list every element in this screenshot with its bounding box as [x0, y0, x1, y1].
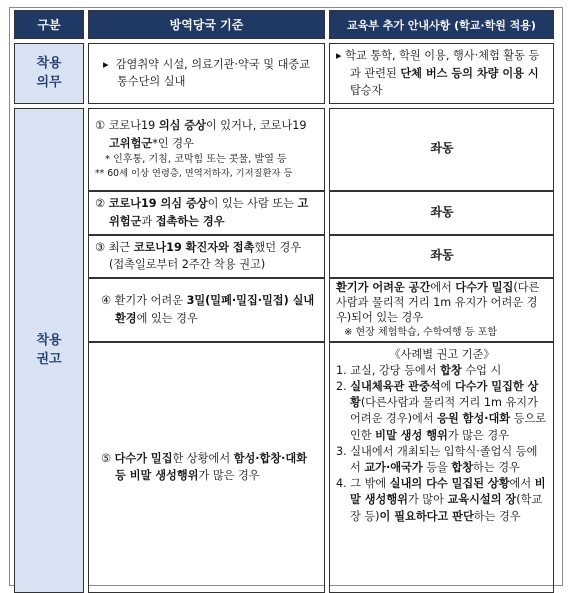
row1-education: 좌동 — [329, 108, 554, 191]
table-row — [14, 43, 554, 104]
row4-criteria: ④ 환기가 어려운 3밀(밀폐·밀집·밀접) 실내 환경에 있는 경우 — [88, 278, 325, 342]
list-item: 1. 교실, 강당 등에서 합창 수업 시 — [336, 363, 502, 377]
row2-education: 좌동 — [329, 191, 554, 235]
list-item: 4. 그 밖에 실내의 다수 밀집된 상황에서 비말 생성행위가 많아 교육시설의 장(학교장 등)이 필요하다고 판단하는 경우 — [336, 477, 546, 523]
row3-criteria: ③ 최근 코로나19 확진자와 접촉했던 경우 (접촉일로부터 2주간 착용 권고) — [88, 235, 325, 278]
row2-criteria: ② 코로나19 의심 증상이 있는 사람 또는 고위험군과 접촉하는 경우 — [88, 191, 325, 235]
list-item: 3. 실내에서 개최되는 입학식·졸업식 등에서 교가·애국가 등을 합창하는 경우 — [336, 444, 538, 474]
mandatory-criteria: ▸ 감염취약 시설, 의료기관·약국 및 대중교통수단의 실내 — [88, 43, 325, 104]
header-row — [14, 10, 554, 39]
row5-education — [329, 342, 554, 593]
row1-criteria: ① 코로나19 의심 증상이 있거나, 코로나19 고위험군*인 경우 * 인후통, 기침, 코막힘 또는 콧물, 발열 등 ** 60세 이상 연령층, 면역저하자, 기저질환자 등 — [88, 108, 325, 191]
table-row — [14, 342, 554, 593]
table-row — [14, 235, 554, 278]
table-row — [14, 108, 554, 191]
list-item: 2. 실내체육관 관중석에 다수가 밀집한 상황(다른사람과 물리적 거리 1m 유지가 어려운 경우)에서 응원 함성·대화 등으로 인한 비말 생성 행위가 많은 경우 — [336, 379, 547, 442]
header-category: 구분 — [14, 10, 84, 39]
mandatory-education: ▸ 학교 통학, 학원 이용, 행사·체험 활동 등과 관련된 단체 버스 등의 차량 이용 시 탑승자 — [329, 43, 554, 104]
section-mandatory: 착용 의무 — [14, 43, 84, 104]
row4-education: 환기가 어려운 공간에서 다수가 밀집(다른사람과 물리적 거리 1m 유지가 어려운 경우)되어 있는 경우 ※ 현장 체험학습, 수학여행 등 포함 — [329, 278, 554, 342]
section-recommended: 착용 권고 — [14, 108, 84, 593]
case-title: 《사례별 권고 기준》 — [389, 347, 495, 361]
table-row — [14, 191, 554, 235]
row3-education: 좌동 — [329, 235, 554, 278]
row5-criteria: ⑤ 다수가 밀집한 상황에서 함성·합창·대화 등 비말 생성행위가 많은 경우 — [88, 342, 325, 593]
header-quarantine-standard: 방역당국 기준 — [88, 10, 325, 39]
table-row — [14, 278, 554, 342]
mask-guideline-table — [14, 10, 554, 593]
header-education-guidance: 교육부 추가 안내사항 (학교·학원 적용) — [329, 10, 554, 39]
